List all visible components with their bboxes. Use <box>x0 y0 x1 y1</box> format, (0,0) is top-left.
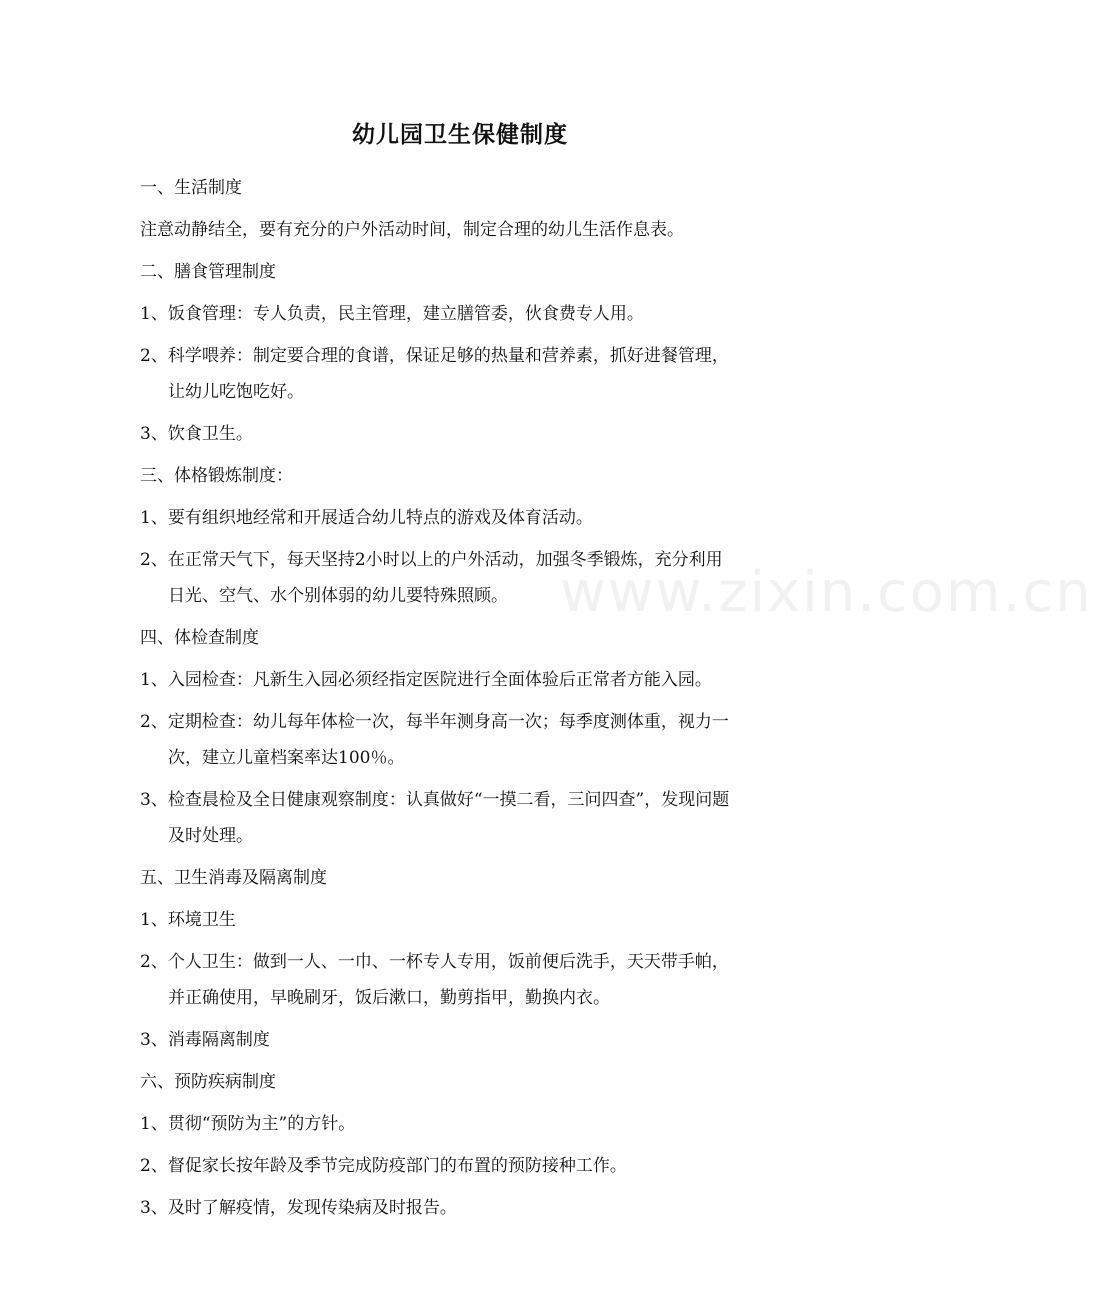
list-item: 1、入园检查：凡新生入园必须经指定医院进行全面体验后正常者方能入园。 <box>140 670 712 690</box>
list-item: 3、检查晨检及全日健康观察制度：认真做好“一摸二看，三问四查”，发现问题 <box>140 790 730 810</box>
watermark: www.zixin.com.cn <box>560 560 1093 625</box>
list-item: 1、贯彻“预防为主”的方针。 <box>140 1114 356 1134</box>
document-title: 幼儿园卫生保健制度 <box>352 121 568 148</box>
list-item: 2、在正常天气下，每天坚持2小时以上的户外活动，加强冬季锻炼，充分利用 <box>140 550 723 570</box>
list-item: 1、饭食管理：专人负责，民主管理，建立膳管委，伙食费专人用。 <box>140 304 644 324</box>
list-item: 3、及时了解疫情，发现传染病及时报告。 <box>140 1198 457 1218</box>
list-item-continuation: 日光、空气、水个别体弱的幼儿要特殊照顾。 <box>168 586 508 606</box>
paragraph: 注意动静结全，要有充分的户外活动时间，制定合理的幼儿生活作息表。 <box>140 220 684 240</box>
list-item: 2、个人卫生：做到一人、一巾、一杯专人专用，饭前便后洗手，天天带手帕， <box>140 952 729 972</box>
list-item: 1、要有组织地经常和开展适合幼儿特点的游戏及体育活动。 <box>140 508 593 528</box>
section-heading-1: 一、生活制度 <box>140 178 242 198</box>
list-item-continuation: 次，建立儿童档案率达100％。 <box>168 748 405 768</box>
list-item: 1、环境卫生 <box>140 910 236 930</box>
document-body <box>140 170 790 1232</box>
section-heading-6: 六、预防疾病制度 <box>140 1072 276 1092</box>
list-item: 2、定期检查：幼儿每年体检一次，每半年测身高一次；每季度测体重，视力一 <box>140 712 729 732</box>
list-item-continuation: 让幼儿吃饱吃好。 <box>168 382 304 402</box>
section-heading-5: 五、卫生消毒及隔离制度 <box>140 868 327 888</box>
section-heading-2: 二、膳食管理制度 <box>140 262 276 282</box>
list-item: 3、饮食卫生。 <box>140 424 253 444</box>
list-item: 2、督促家长按年龄及季节完成防疫部门的布置的预防接种工作。 <box>140 1156 627 1176</box>
section-heading-4: 四、体检查制度 <box>140 628 259 648</box>
list-item-continuation: 及时处理。 <box>168 826 253 846</box>
list-item: 3、消毒隔离制度 <box>140 1030 270 1050</box>
section-heading-3: 三、体格锻炼制度： <box>140 466 293 486</box>
list-item: 2、科学喂养：制定要合理的食谱，保证足够的热量和营养素，抓好进餐管理， <box>140 346 729 366</box>
list-item-continuation: 并正确使用，早晚刷牙，饭后漱口，勤剪指甲，勤换内衣。 <box>168 988 610 1008</box>
